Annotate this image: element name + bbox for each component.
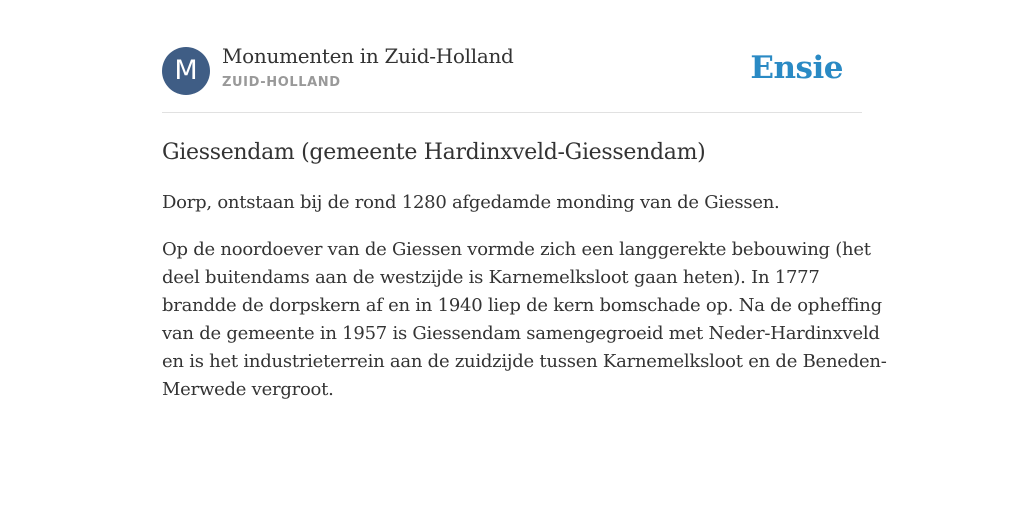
paragraph-2-line: en is het industrieterrein aan de zuidzijde tussen Karnemelksloot en de Beneden- — [162, 351, 887, 372]
source-subtitle: ZUID-HOLLAND — [222, 75, 341, 90]
paragraph-2-line: brandde de dorpskern af en in 1940 liep de kern bomschade op. Na de opheffing — [162, 295, 882, 316]
entry-card — [162, 0, 887, 404]
paragraph-2 — [162, 236, 887, 404]
article-title: Giessendam (gemeente Hardinxveld-Giessendam) — [162, 140, 706, 165]
paragraph-2-line: van de gemeente in 1957 is Giessendam samengegroeid met Neder-Hardinxveld — [162, 323, 880, 344]
ensie-logo[interactable]: Ensie — [750, 50, 843, 86]
paragraph-2-line: deel buitendams aan de westzijde is Karnemelksloot gaan heten). In 1777 — [162, 267, 820, 288]
paragraph-2-line: Op de noordoever van de Giessen vormde zich een langgerekte bebouwing (het — [162, 239, 871, 260]
entry-header — [162, 0, 862, 113]
paragraph-2-line: Merwede vergroot. — [162, 379, 334, 400]
avatar[interactable]: M — [162, 47, 210, 95]
paragraph-1: Dorp, ontstaan bij de rond 1280 afgedamde monding van de Giessen. — [162, 192, 780, 213]
source-title[interactable]: Monumenten in Zuid-Holland — [222, 44, 514, 68]
